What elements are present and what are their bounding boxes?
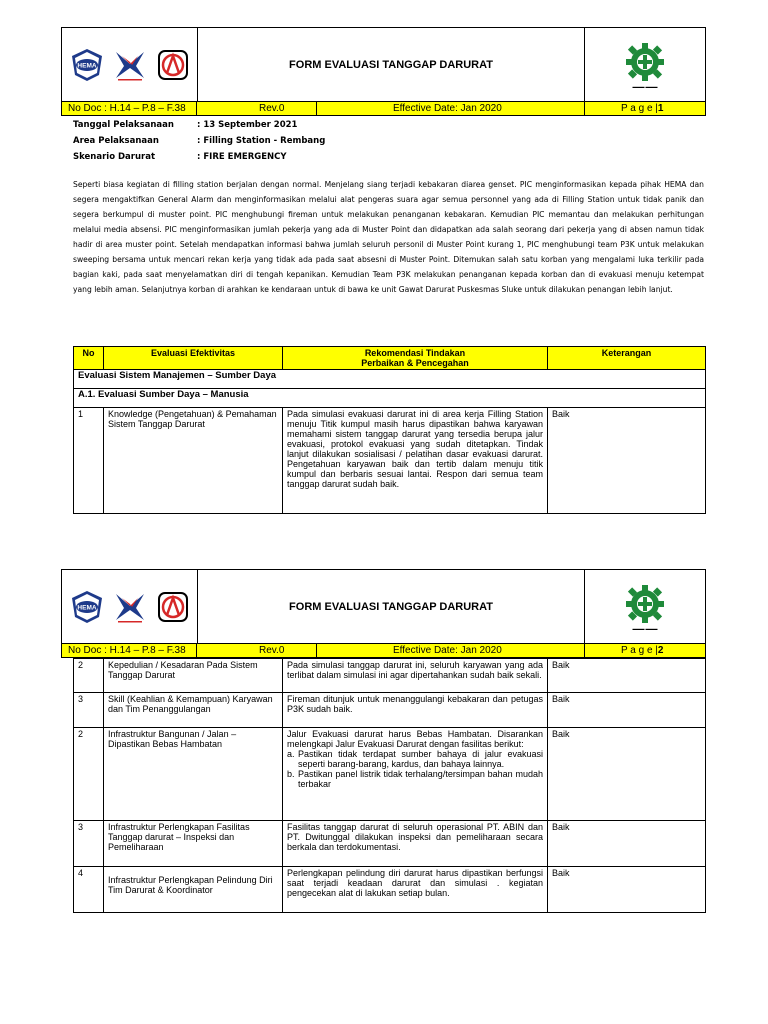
cell-no: 3 (74, 821, 104, 867)
meta-row-date: Tanggal Pelaksanaan : 13 September 2021 (73, 120, 298, 130)
abin-logo-icon (110, 590, 150, 624)
page-number: P a g e |1 (621, 103, 664, 114)
table-row (74, 693, 706, 728)
dwitunggal-logo-icon (156, 48, 190, 82)
form-header-page-2 (61, 569, 706, 658)
form-title: FORM EVALUASI TANGGAP DARURAT (197, 570, 585, 643)
cell-no: 3 (74, 693, 104, 728)
rek-intro: Jalur Evakuasi darurat harus Bebas Hambatan. Disarankan melengkapi Jalur Evakuasi Darurat dengan fasilitas berikut: (287, 729, 543, 749)
revision: Rev.0 (197, 644, 317, 657)
cell-no: 2 (74, 659, 104, 693)
cell-eval: Infrastruktur Perlengkapan Pelindung Diri Tim Darurat & Koordinator (104, 867, 283, 913)
k3-logo (585, 570, 705, 643)
cell-eval: Knowledge (Pengetahuan) & Pemahaman Sistem Tanggap Darurat (104, 408, 283, 514)
meta-row-area: Area Pelaksanaan : Filling Station - Rembang (73, 136, 326, 146)
section-row: Evaluasi Sistem Manajemen – Sumber Daya (74, 370, 706, 389)
header-rek: Rekomendasi Tindakan Perbaikan & Pencegahan (283, 347, 548, 370)
cell-ket: Baik (548, 408, 706, 514)
evaluation-table-page-1 (73, 346, 706, 514)
effective-date: Effective Date: Jan 2020 (317, 102, 585, 115)
hema-logo-icon (69, 590, 105, 624)
safety-gear-icon (620, 41, 670, 83)
dwitunggal-logo-icon (156, 590, 190, 624)
section-row: A.1. Evaluasi Sumber Daya – Manusia (74, 389, 706, 408)
table-header-row (74, 347, 706, 370)
table-row (74, 821, 706, 867)
svg-text:HEMA: HEMA (77, 62, 97, 69)
table-row (74, 408, 706, 514)
cell-ket: Baik (548, 659, 706, 693)
abin-logo-icon (110, 48, 150, 82)
k3-logo (585, 28, 705, 101)
cell-no: 4 (74, 867, 104, 913)
cell-eval: Infrastruktur Bangunan / Jalan – Dipastikan Bebas Hambatan (104, 728, 283, 821)
k3-caption: ▬▬▬ ▬▬▬ (632, 625, 658, 631)
svg-text:HEMA: HEMA (77, 604, 97, 611)
event-meta (73, 117, 325, 165)
revision: Rev.0 (197, 102, 317, 115)
cell-no: 1 (74, 408, 104, 514)
hema-logo-icon (69, 48, 105, 82)
cell-eval: Infrastruktur Perlengkapan Fasilitas Tanggap darurat – Inspeksi dan Pemeliharaan (104, 821, 283, 867)
form-header-page-1 (61, 27, 706, 116)
k3-caption: ▬▬▬ ▬▬▬ (632, 83, 658, 89)
scenario-description: Seperti biasa kegiatan di filling station berjalan dengan normal. Menjelang siang terjadi kebakaran diarea genset. PIC menginformasikan kepada pihak HEMA dan segera mengaktifkan General Alarm dan menginformasikan melalui alat pengeras suara agar semua personnel yang ada di Filling Station untuk tidak panik dan segera berkumpul di muster point. PIC menghubungi fireman untuk melakukan penanganan kebakaran. Kemudian PIC memantau dan melakukan perhitungan melalui media absensi. PIC menginformasikan jumlah pekerja yang ada di Muster Point dan didapatkan ada salah seorang dari pekerja yang di absen namun tidak hadir di area muster point. Setelah mendapatkan informasi bahwa jumlah seluruh personil di Muster Point kurang 1, PIC menghubungi team P3K untuk melakukan sweeping bersama untuk mencari rekan kerja yang tidak ada pada saat absesni di Muster Point. Ditemukan salah satu korban yang mengalami luka terkilir pada bagian kaki, pada saat menyelamatkan diri di tengah kepanikan. Kemudian Team P3K melakukan penanganan kepada korban dan di evakuasi menuju ketempat yang lebih aman. Selanjutnya korban di arahkan ke kendaraan untuk di bawa ke unit Gawat Darurat Puskesmas Sluke untuk dilakukan penangan lebih lanjut. (73, 180, 704, 294)
list-item: b. Pastikan panel listrik tidak terhalang/tersimpan bahan mudah terbakar (287, 769, 543, 789)
cell-ket: Baik (548, 867, 706, 913)
safety-gear-icon (620, 583, 670, 625)
doc-info-bar (62, 102, 705, 115)
cell-rek: Pada simulasi tanggap darurat ini, seluruh karyawan yang ada terlibat dalam simulasi ini agar dipertahankan sudah baik sekali. (283, 659, 548, 693)
doc-number: No Doc : H.14 – P.8 – F.38 (62, 644, 197, 657)
cell-eval: Skill (Keahlian & Kemampuan) Karyawan dan Tim Penanggulangan (104, 693, 283, 728)
doc-number: No Doc : H.14 – P.8 – F.38 (62, 102, 197, 115)
header-no: No (74, 347, 104, 370)
table-row (74, 867, 706, 913)
cell-ket: Baik (548, 728, 706, 821)
cell-eval: Kepedulian / Kesadaran Pada Sistem Tanggap Darurat (104, 659, 283, 693)
cell-rek: Pada simulasi evakuasi darurat ini di area kerja Filling Station menuju Titik kumpul masih harus dipastikan bahwa karyawan memahami sistem tanggap darurat yang tersedia berupa jalur evakuasi, protokol evakuasi yang sudah ditetapkan. Tindak lanjut dilakukan sosialisasi / pelatihan dasar evakuasi darurat. Pengetahuan karyawan baik dan tertib dalam menuju titik kumpul dan berbaris sesuai lantai. Respon dari semua team tanggap darurat sudah baik. (283, 408, 548, 514)
page-number: P a g e |2 (621, 645, 664, 656)
table-row (74, 659, 706, 693)
cell-rek (283, 728, 548, 821)
list-item: a. Pastikan tidak terdapat sumber bahaya di jalur evakuasi seperti barang-barang, kardus, dan bahaya lainnya. (287, 749, 543, 769)
company-logos (62, 570, 197, 643)
header-ket: Keterangan (548, 347, 706, 370)
cell-no: 2 (74, 728, 104, 821)
table-row (74, 728, 706, 821)
company-logos (62, 28, 197, 101)
header-eval: Evaluasi Efektivitas (104, 347, 283, 370)
cell-rek: Perlengkapan pelindung diri darurat harus dipastikan berfungsi saat terjadi keadaan darurat dan simulasi . kegiatan pengecekan alat di lakukan setiap bulan. (283, 867, 548, 913)
cell-rek: Fireman ditunjuk untuk menanggulangi kebakaran dan petugas P3K sudah baik. (283, 693, 548, 728)
doc-info-bar (62, 644, 705, 657)
form-title: FORM EVALUASI TANGGAP DARURAT (197, 28, 585, 101)
cell-ket: Baik (548, 821, 706, 867)
effective-date: Effective Date: Jan 2020 (317, 644, 585, 657)
evaluation-table-page-2 (73, 658, 706, 913)
cell-rek: Fasilitas tanggap darurat di seluruh operasional PT. ABIN dan PT. Dwitunggal dilakukan inspeksi dan pemeliharaan secara berkala dan terdokumentasi. (283, 821, 548, 867)
meta-row-scenario: Skenario Darurat : FIRE EMERGENCY (73, 152, 287, 162)
cell-ket: Baik (548, 693, 706, 728)
